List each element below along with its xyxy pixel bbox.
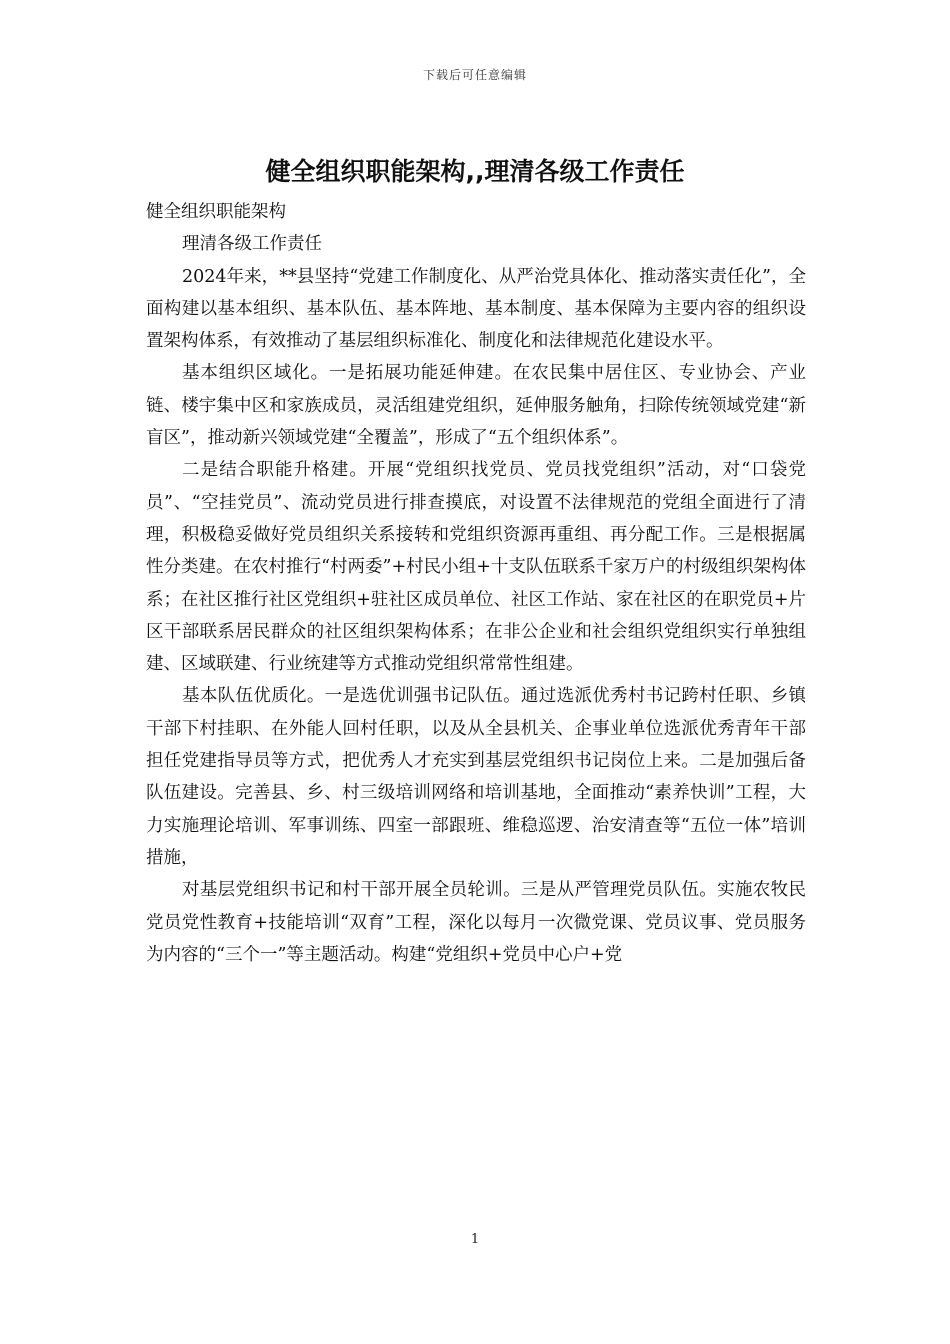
subheading-2: 理清各级工作责任 [182, 234, 322, 255]
paragraph-organization: 基本组织区域化。一是拓展功能延伸建。在农民集中居住区、专业协会、产业链、楼宇集中区和家族成员，灵活组建党组织，延伸服务触角，扫除传统领域党建“新盲区”，推动新兴领域党建“全覆盖”，形成了“五个组织体系”。 [146, 363, 806, 449]
paragraph-training: 对基层党组织书记和村干部开展全员轮训。三是从严管理党员队伍。实施农牧民党员党性教育+技能培训“双育”工程，深化以每月一次微党课、党员议事、党员服务为内容的“三个一”等主题活动。构建“党组织+党员中心户+党 [146, 880, 806, 965]
paragraph-team: 基本队伍优质化。一是选优训强书记队伍。通过选派优秀村书记跨村任职、乡镇干部下村挂职、在外能人回村任职，以及从全县机关、企事业单位选派优秀青年干部担任党建指导员等方式，把优秀人才充实到基层党组织书记岗位上来。二是加强后备队伍建设。完善县、乡、村三级培训网络和培训基地，全面推动“素养快训”工程，大力实施理论培训、军事训练、四室一部跟班、维稳巡逻、治安清查等“五位一体”培训措施， [146, 686, 806, 868]
subheading-1: 健全组织职能架构 [146, 202, 286, 222]
document-body [146, 196, 806, 971]
document-title: 健全组织职能架构,,理清各级工作责任 [265, 157, 685, 186]
page-header: 下载后可任意编辑 [422, 68, 527, 82]
page-number: 1 [470, 1232, 480, 1247]
paragraph-function: 二是结合职能升格建。开展“党组织找党员、党员找党组织”活动，对“口袋党员”、“空挂党员”、流动党员进行排查摸底，对设置不法律规范的党组全面进行了清理，积极稳妥做好党员组织关系接转和党组织资源再重组、再分配工作。三是根据属性分类建。在农村推行“村两委”+村民小组+十支队伍联系千家万户的村级组织架构体系；在社区推行社区党组织+驻社区成员单位、社区工作站、家在社区的在职党员+片区干部联系居民群众的社区组织架构体系；在非公企业和社会组织党组织实行单独组建、区域联建、行业统建等方式推动党组织常常性组建。 [146, 460, 806, 675]
paragraph-intro: 2024年来，**县坚持“党建工作制度化、从严治党具体化、推动落实责任化”，全面构建以基本组织、基本队伍、基本阵地、基本制度、基本保障为主要内容的组织设置架构体系，有效推动了基层组织标准化、制度化和法律规范化建设水平。 [146, 266, 806, 352]
